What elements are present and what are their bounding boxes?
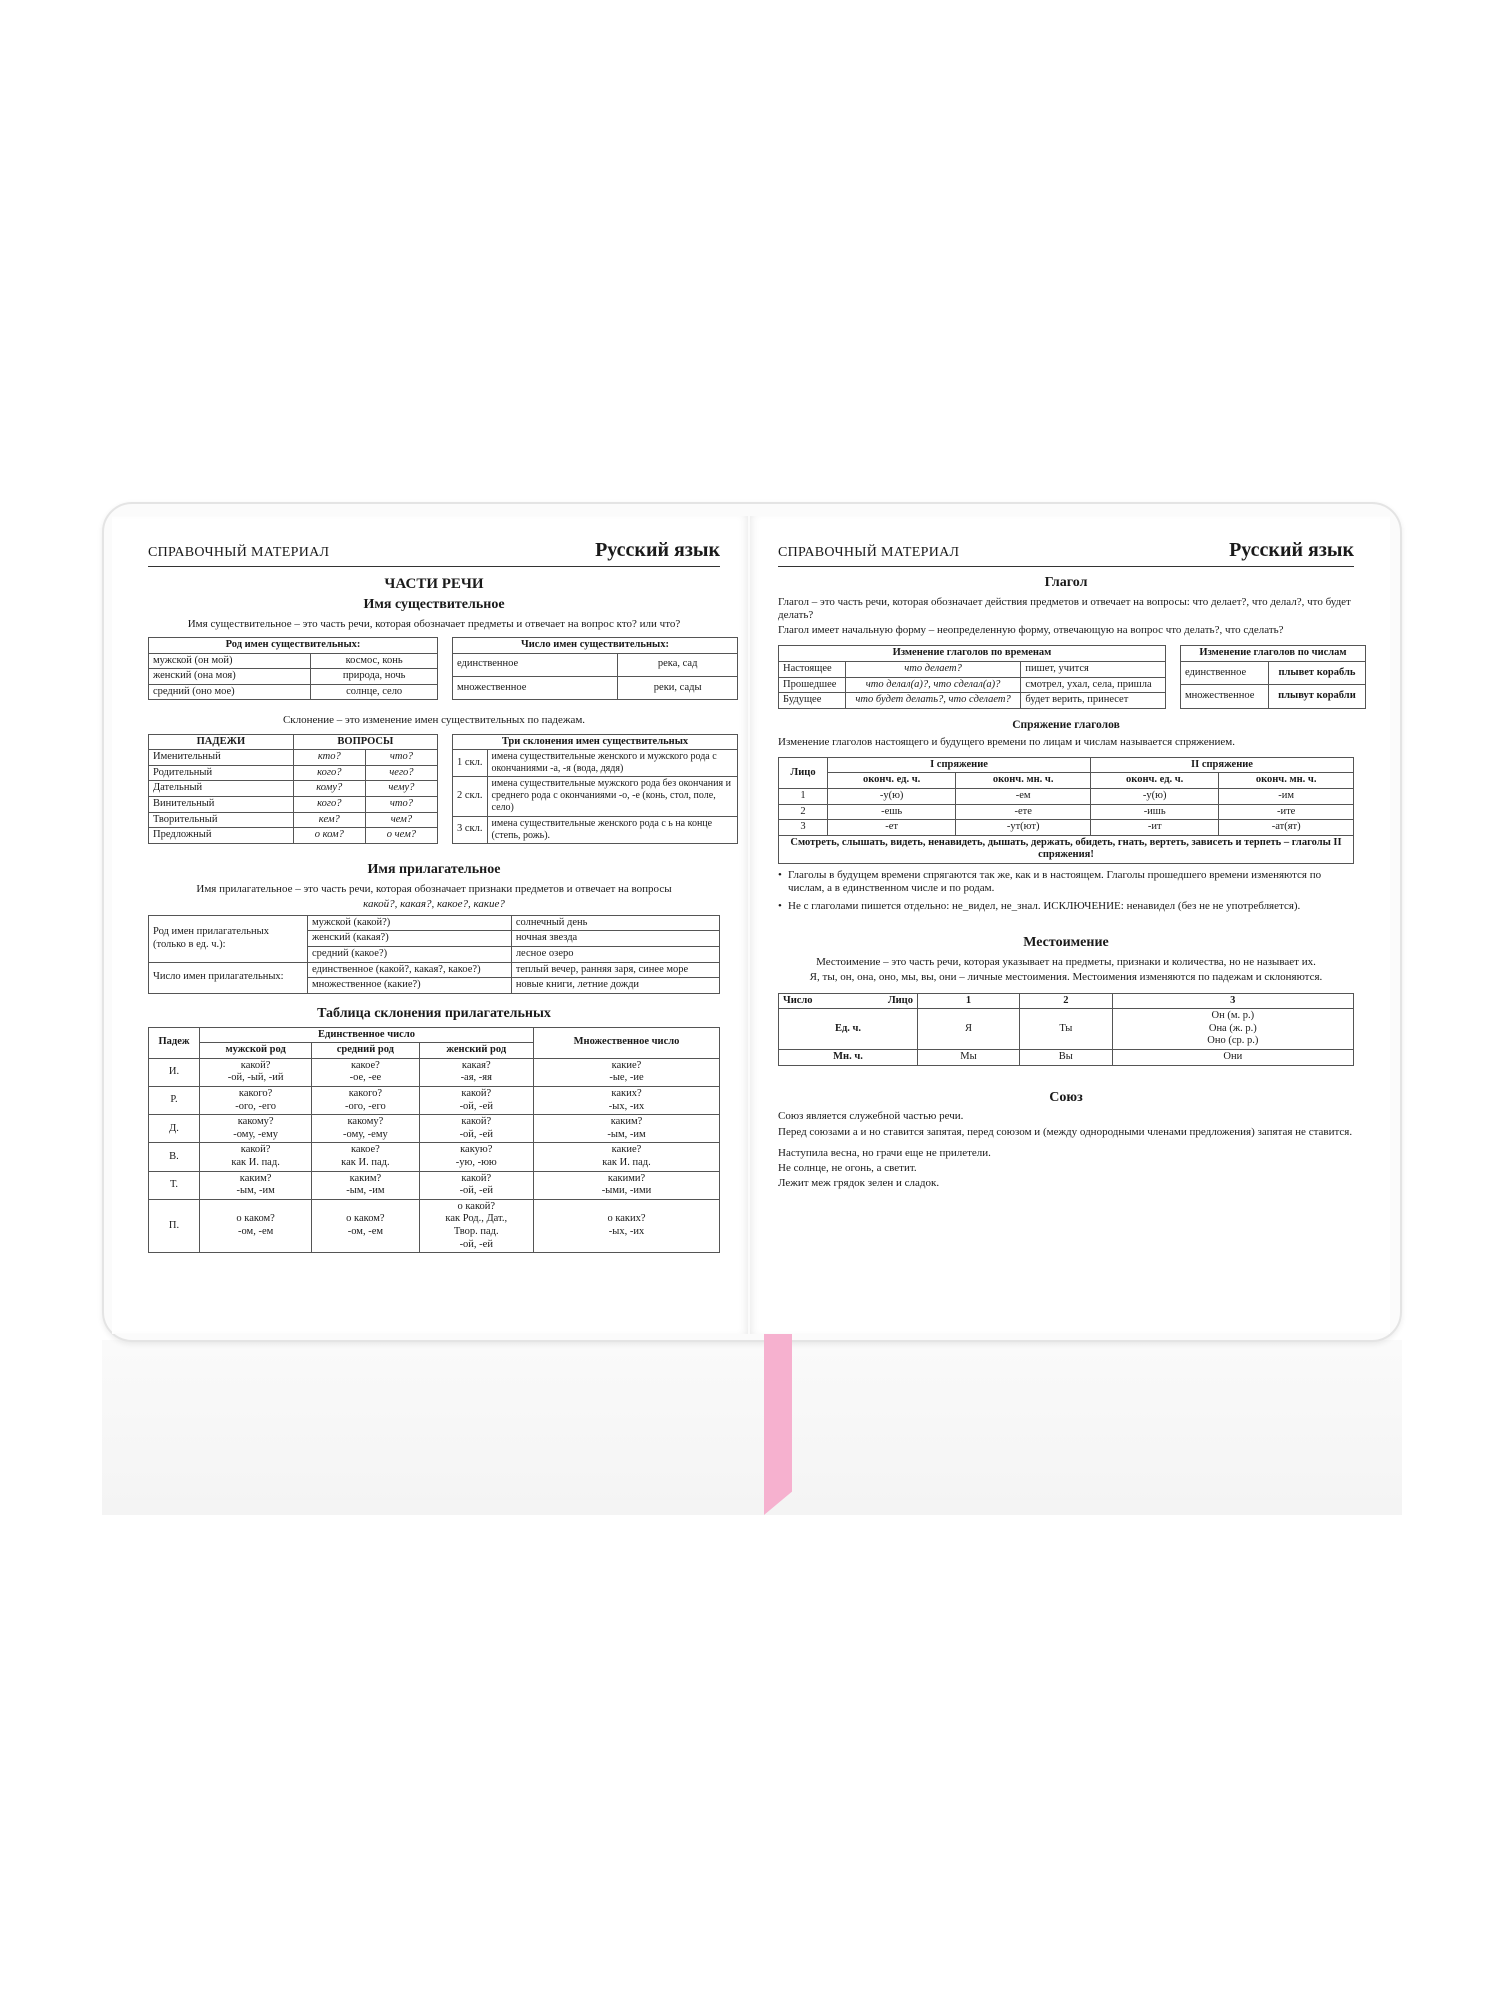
conj-definition: Изменение глаголов настоящего и будущего времени по лицам и числам называется спряжением. <box>778 735 1236 748</box>
decl-cell: какому? -ому, -ему <box>200 1115 312 1143</box>
decl-cell: какого? -ого, -его <box>200 1087 312 1115</box>
decl-cell: Т. <box>149 1171 200 1199</box>
three-row <box>453 750 738 777</box>
cases-row <box>149 812 438 828</box>
conj-row <box>779 788 1354 804</box>
gender-cell: женский (она моя) <box>149 669 311 685</box>
questions-head: ВОПРОСЫ <box>293 734 437 750</box>
h-fem: женский род <box>419 1043 534 1059</box>
adj-title: Имя прилагательное <box>367 861 501 877</box>
cases-cell: о ком? <box>293 828 365 844</box>
cases-cell: кого? <box>293 796 365 812</box>
tense-row <box>779 693 1166 709</box>
conjugation-table <box>778 757 1354 864</box>
bullet-future-tense: • Глаголы в будущем времени спрягаются так же, как и в настоящем. Глаголы прошедшего времени изменяются по числам, а в единственном числе и по родам. <box>778 869 1354 895</box>
cases-cell: Предложный <box>149 828 294 844</box>
conj-cell: -ем <box>956 788 1091 804</box>
cases-row <box>148 734 731 844</box>
parts-title: ЧАСТИ РЕЧИ <box>384 576 484 592</box>
tense-cell: что делает? <box>845 661 1021 677</box>
adj-gender-q: средний (какое?) <box>308 947 512 963</box>
decl-cell: Д. <box>149 1115 200 1143</box>
cases-cell: чем? <box>365 812 437 828</box>
pronoun-cell: Ты <box>1020 1009 1113 1050</box>
h-s1: оконч. ед. ч. <box>828 773 956 789</box>
adj-gender-ex: ночная звезда <box>511 931 719 947</box>
conj-cell: -ешь <box>828 804 956 820</box>
three-cell: 2 скл. <box>453 777 488 816</box>
adj-number-label: Число имен прилагательных: <box>149 962 308 993</box>
gender-head: Род имен существительных: <box>149 637 438 653</box>
example-1: Наступила весна, но грачи еще не прилетели. <box>778 1146 991 1159</box>
conj-cell: -у(ю) <box>1091 788 1219 804</box>
pronoun-table <box>778 993 1354 1066</box>
h-p3: 3 <box>1112 993 1353 1009</box>
noun-definition: Имя существительное – это часть речи, которая обозначает предметы и отвечает на вопрос кто? или что? <box>187 617 681 630</box>
decl-cell: каким? -ым, -им <box>312 1171 419 1199</box>
pronoun-cell: Ед. ч. <box>779 1009 918 1050</box>
h-p2: 2 <box>1020 993 1113 1009</box>
h-p1: оконч. мн. ч. <box>956 773 1091 789</box>
tense-head: Изменение глаголов по временам <box>779 646 1166 662</box>
conj-cell: 1 <box>779 788 828 804</box>
noun-tables-row <box>148 637 720 700</box>
example-2: Не солнце, не огонь, а светит. <box>778 1161 917 1174</box>
decl-cell: о какой? как Род., Дат., Твор. пад. -ой, -ей <box>419 1199 534 1252</box>
vnum-cell: единственное <box>1181 661 1269 684</box>
adj-gender-q: мужской (какой?) <box>308 915 512 931</box>
h-p1: 1 <box>918 993 1020 1009</box>
conj-cell: -ите <box>1219 804 1354 820</box>
three-cell: имена существительные женского рода с ь на конце (степь, рожь). <box>487 816 737 843</box>
three-cell: имена существительные женского и мужского рода с окончаниями -а, -я (вода, дядя) <box>487 750 737 777</box>
cases-cell: кем? <box>293 812 365 828</box>
conj-cell: -ут(ют) <box>956 820 1091 836</box>
page-header <box>778 538 1354 567</box>
three-cell: 1 скл. <box>453 750 488 777</box>
cases-cell: что? <box>365 750 437 766</box>
tense-table <box>778 645 1166 708</box>
adj-gender-ex: лесное озеро <box>511 947 719 963</box>
decl-row <box>149 1199 720 1252</box>
tense-cell: смотрел, ухал, села, пришла <box>1021 677 1166 693</box>
header-ref: СПРАВОЧНЫЙ МАТЕРИАЛ <box>778 545 960 561</box>
h-s2: оконч. ед. ч. <box>1091 773 1219 789</box>
decl-cell: о каком? -ом, -ем <box>200 1199 312 1252</box>
decl-cell: какой? -ой, -ей <box>419 1171 534 1199</box>
gender-row <box>149 669 438 685</box>
conj-cell: -ете <box>956 804 1091 820</box>
h-plural: Множественное число <box>534 1027 720 1058</box>
page-header <box>148 538 720 567</box>
decl-cell: какое? -ое, -ее <box>312 1058 419 1086</box>
number-cell: река, сад <box>618 653 738 676</box>
decl-cell: какой? -ой, -ый, -ий <box>200 1058 312 1086</box>
pronoun-cell: Я <box>918 1009 1020 1050</box>
tense-cell: будет верить, принесет <box>1021 693 1166 709</box>
adj-gender-q: женский (какая?) <box>308 931 512 947</box>
tense-cell: Прошедшее <box>779 677 846 693</box>
decl-cell: И. <box>149 1058 200 1086</box>
union-comma-rule: Перед союзами а и но ставится запятая, перед союзом и (между однородными членами предложения) запятая не ставится. <box>778 1125 1353 1138</box>
decl-cell: какой? -ой, -ей <box>419 1087 534 1115</box>
adj-number-ex: теплый вечер, ранняя заря, синее море <box>511 962 719 978</box>
h-number: Число <box>783 994 813 1006</box>
decl-row <box>149 1143 720 1171</box>
adj-number-q: множественное (какие?) <box>308 978 512 994</box>
decl-cell: какой? как И. пад. <box>200 1143 312 1171</box>
cases-row <box>149 796 438 812</box>
adj-gender-ex: солнечный день <box>511 915 719 931</box>
decl-cell: какие? -ые, -ие <box>534 1058 720 1086</box>
number-head: Число имен существительных: <box>453 637 738 653</box>
verb-title: Глагол <box>1044 575 1088 590</box>
number-cell: множественное <box>453 676 618 699</box>
cases-cell: чему? <box>365 781 437 797</box>
header-subject: Русский язык <box>1229 539 1354 561</box>
verb-number-table <box>1180 645 1366 708</box>
conj-cell: -ат(ят) <box>1219 820 1354 836</box>
gender-cell: солнце, село <box>311 684 438 700</box>
gender-cell: средний (оно мое) <box>149 684 311 700</box>
conj-cell: -ишь <box>1091 804 1219 820</box>
cases-row <box>149 781 438 797</box>
decl-cell: какая? -ая, -яя <box>419 1058 534 1086</box>
verb-initial-form: Глагол имеет начальную форму – неопределенную форму, отвечающую на вопрос что делать?, что сделать? <box>778 624 1284 637</box>
h-p2: оконч. мн. ч. <box>1219 773 1354 789</box>
gender-row <box>149 653 438 669</box>
conj-cell: -им <box>1219 788 1354 804</box>
conj-cell: -ет <box>828 820 956 836</box>
three-cell: имена существительные мужского рода без окончания и среднего рода с окончаниями -о, -е (конь, стол, поле, село) <box>487 777 737 816</box>
gender-row <box>149 684 438 700</box>
gender-cell: мужской (он мой) <box>149 653 311 669</box>
h-neut: средний род <box>312 1043 419 1059</box>
union-definition: Союз является служебной частью речи. <box>778 1110 964 1123</box>
bookmark-ribbon[interactable] <box>764 1320 792 1515</box>
tense-cell: пишет, учится <box>1021 661 1166 677</box>
adj-table <box>148 915 720 994</box>
tense-cell: что делал(а)?, что сделал(а)? <box>845 677 1021 693</box>
adj-questions: какой?, какая?, какое?, какие? <box>363 897 505 910</box>
cases-cell: Родительный <box>149 765 294 781</box>
adj-declension-table <box>148 1027 720 1254</box>
cases-head: ПАДЕЖИ <box>149 734 294 750</box>
decl-cell: П. <box>149 1199 200 1252</box>
cases-cell: Именительный <box>149 750 294 766</box>
decl-cell: какого? -ого, -его <box>312 1087 419 1115</box>
h-singular: Единственное число <box>200 1027 534 1043</box>
pronoun-cell: Мы <box>918 1049 1020 1065</box>
number-table <box>452 637 738 700</box>
pronoun-cell: Они <box>1112 1049 1353 1065</box>
gender-table <box>148 637 438 700</box>
cases-cell: кого? <box>293 765 365 781</box>
pron-title: Местоимение <box>1023 935 1109 951</box>
decl-row <box>149 1087 720 1115</box>
header-ref: СПРАВОЧНЫЙ МАТЕРИАЛ <box>148 545 330 561</box>
tense-cell: Будущее <box>779 693 846 709</box>
gender-cell: природа, ночь <box>311 669 438 685</box>
decl-title: Таблица склонения прилагательных <box>317 1005 551 1021</box>
tense-row <box>779 661 1166 677</box>
vnum-head: Изменение глаголов по числам <box>1181 646 1366 662</box>
three-row <box>453 816 738 843</box>
cases-table <box>148 734 438 844</box>
vnum-cell: плывут корабли <box>1268 685 1365 708</box>
decl-cell: Р. <box>149 1087 200 1115</box>
number-cell: единственное <box>453 653 618 676</box>
right-page <box>750 516 1390 1334</box>
cases-row <box>149 828 438 844</box>
pron-personal: Я, ты, он, она, оно, мы, вы, они – личные местоимения. Местоимения изменяются по падежам и склоняются. <box>809 971 1323 984</box>
noun-title: Имя существительное <box>363 597 505 612</box>
adj-definition: Имя прилагательное – это часть речи, которая обозначает признаки предметов и отвечает на вопросы <box>196 882 672 895</box>
vnum-cell: плывет корабль <box>1268 661 1365 684</box>
cases-row <box>149 750 438 766</box>
verb-tables-row <box>778 645 1354 708</box>
h-conj2: II спряжение <box>1091 757 1354 773</box>
conj-title: Спряжение глаголов <box>1012 718 1120 731</box>
h-conj1: I спряжение <box>828 757 1091 773</box>
three-row <box>453 777 738 816</box>
left-page <box>112 516 748 1334</box>
union-title: Союз <box>1049 1089 1083 1105</box>
decl-cell: каким? -ым, -им <box>534 1115 720 1143</box>
gender-cell: космос, конь <box>311 653 438 669</box>
h-face: Лицо <box>779 757 828 788</box>
decl-cell: какое? как И. пад. <box>312 1143 419 1171</box>
cases-cell: чего? <box>365 765 437 781</box>
decl-cell: какому? -ому, -ему <box>312 1115 419 1143</box>
declension-definition: Склонение – это изменение имен существительных по падежам. <box>282 714 586 727</box>
decl-cell: каких? -ых, -их <box>534 1087 720 1115</box>
pronoun-cell: Он (м. р.) Она (ж. р.) Оно (ср. р.) <box>1112 1009 1353 1050</box>
conj-note: Смотреть, слышать, видеть, ненавидеть, дышать, держать, обидеть, гнать, вертеть, зависеть и терпеть – глаголы II спряжения! <box>779 835 1354 863</box>
vnum-row <box>1181 661 1366 684</box>
decl-cell: какие? как И. пад. <box>534 1143 720 1171</box>
number-row <box>453 653 738 676</box>
decl-row <box>149 1058 720 1086</box>
conj-row <box>779 804 1354 820</box>
adj-gender-label: Род имен прилагательных (только в ед. ч.): <box>149 915 308 962</box>
cases-cell: Творительный <box>149 812 294 828</box>
verb-definition: Глагол – это часть речи, которая обозначает действия предметов и отвечает на вопросы: что делает?, что делал?, что будет делать? <box>778 595 1351 621</box>
number-cell: реки, сады <box>618 676 738 699</box>
decl-row <box>149 1171 720 1199</box>
decl-cell: какими? -ыми, -ими <box>534 1171 720 1199</box>
decl-cell: о каком? -ом, -ем <box>312 1199 419 1252</box>
decl-row <box>149 1115 720 1143</box>
three-head: Три склонения имен существительных <box>453 734 738 750</box>
vnum-cell: множественное <box>1181 685 1269 708</box>
tense-cell: Настоящее <box>779 661 846 677</box>
three-cell: 3 скл. <box>453 816 488 843</box>
h-person: Лицо <box>887 994 913 1006</box>
pronoun-cell: Вы <box>1020 1049 1113 1065</box>
cases-cell: Винительный <box>149 796 294 812</box>
cases-cell: кому? <box>293 781 365 797</box>
h-case: Падеж <box>149 1027 200 1058</box>
bullet-ne-verbs: • Не с глаголами пишется отдельно: не_видел, не_знал. ИСКЛЮЧЕНИЕ: ненавидел (без не не употребляется). <box>778 900 1354 913</box>
adj-number-q: единственное (какой?, какая?, какое?) <box>308 962 512 978</box>
tense-row <box>779 677 1166 693</box>
decl-cell: каким? -ым, -им <box>200 1171 312 1199</box>
decl-cell: какую? -ую, -юю <box>419 1143 534 1171</box>
conj-cell: -у(ю) <box>828 788 956 804</box>
conj-row <box>779 820 1354 836</box>
header-subject: Русский язык <box>595 539 720 561</box>
example-3: Лежит меж грядок зелен и сладок. <box>778 1177 940 1190</box>
conj-cell: 2 <box>779 804 828 820</box>
cases-cell: Дательный <box>149 781 294 797</box>
cases-cell: кто? <box>293 750 365 766</box>
cases-row <box>149 765 438 781</box>
vnum-row <box>1181 685 1366 708</box>
cases-cell: что? <box>365 796 437 812</box>
conj-cell: 3 <box>779 820 828 836</box>
tense-cell: что будет делать?, что сделает? <box>845 693 1021 709</box>
decl-cell: какой? -ой, -ей <box>419 1115 534 1143</box>
conj-cell: -ит <box>1091 820 1219 836</box>
pron-definition: Местоимение – это часть речи, которая указывает на предметы, признаки и количества, но не называет их. <box>816 956 1316 969</box>
cases-cell: о чем? <box>365 828 437 844</box>
decl-cell: о каких? -ых, -их <box>534 1199 720 1252</box>
decl-cell: В. <box>149 1143 200 1171</box>
backdrop-floor <box>102 1340 1402 1515</box>
adj-number-ex: новые книги, летние дожди <box>511 978 719 994</box>
number-row <box>453 676 738 699</box>
h-masc: мужской род <box>200 1043 312 1059</box>
pronoun-cell: Мн. ч. <box>779 1049 918 1065</box>
three-declensions-table <box>452 734 738 844</box>
